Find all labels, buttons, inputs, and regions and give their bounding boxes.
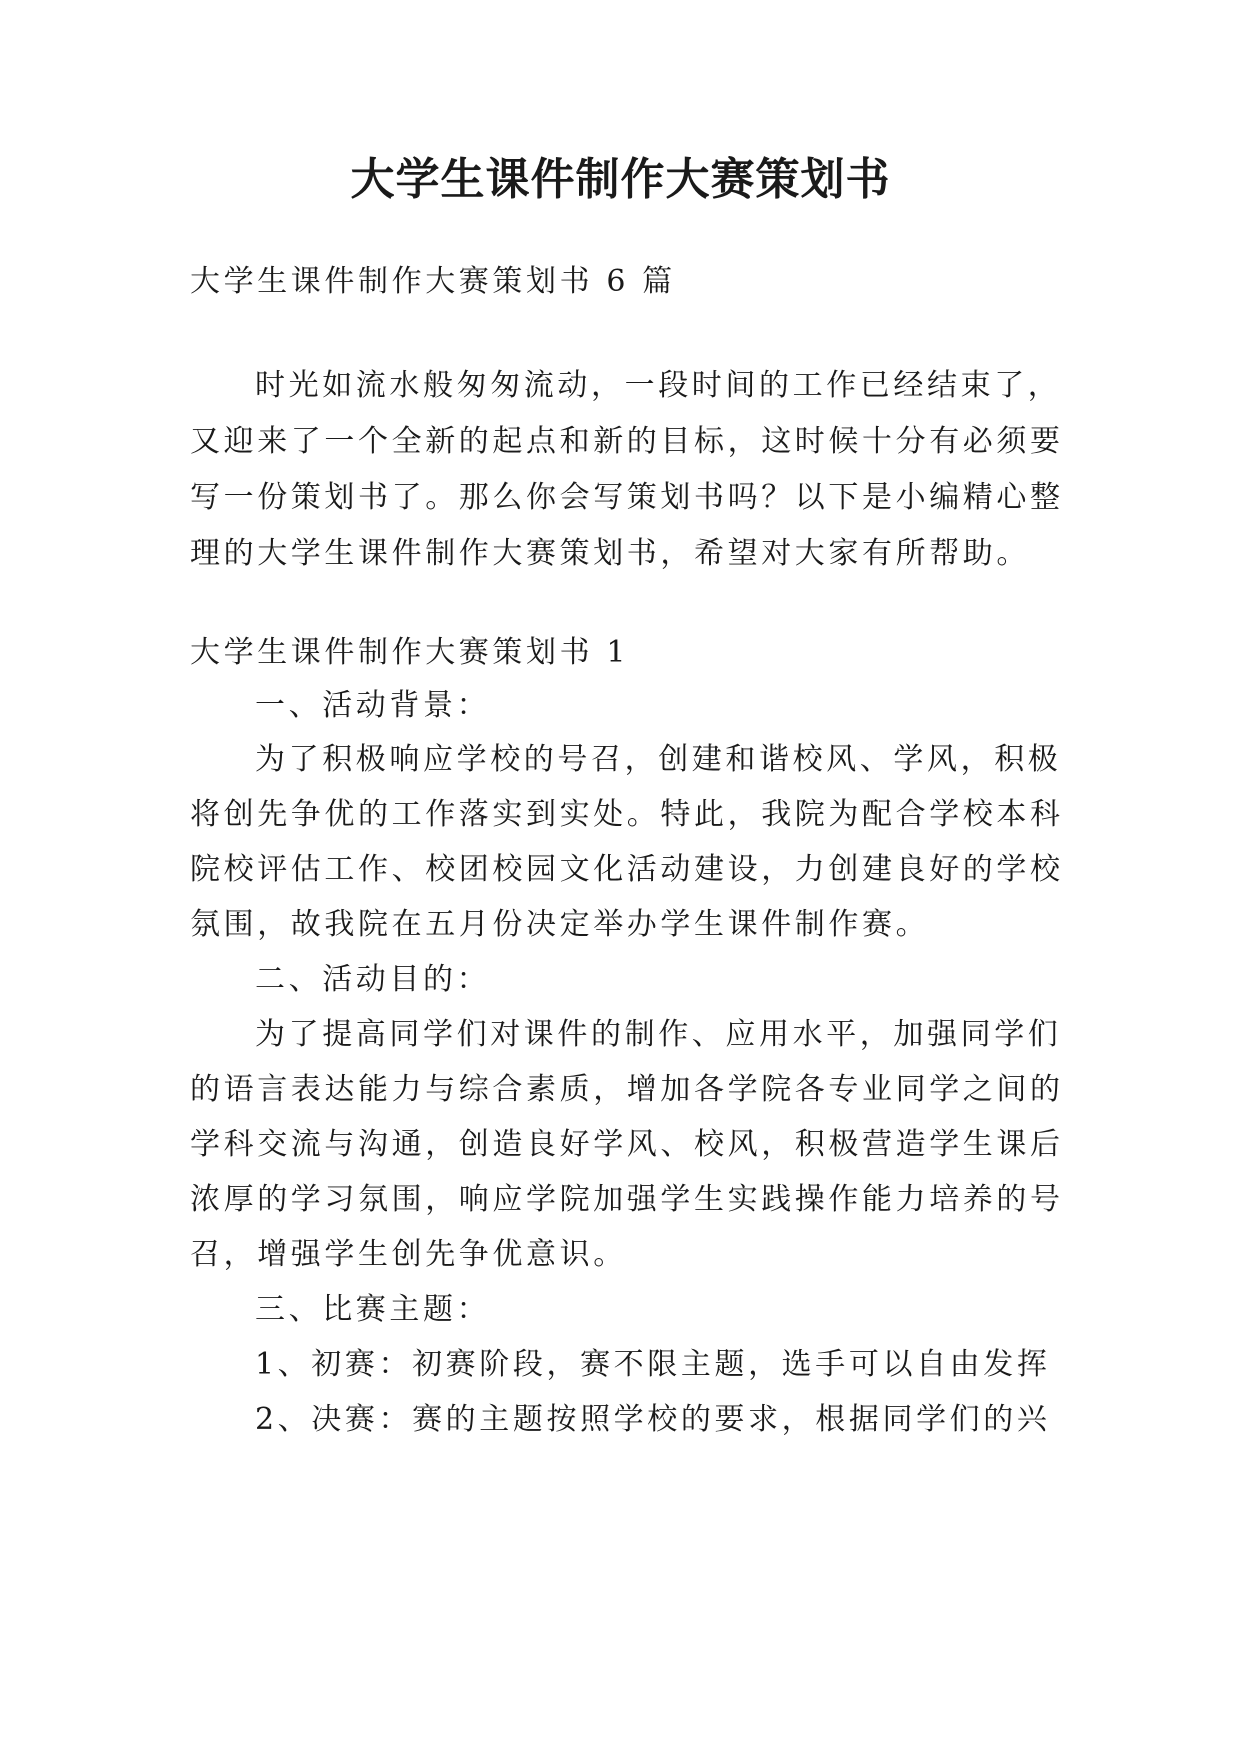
purpose-line-5: 召，增强学生创先争优意识。 (190, 1237, 627, 1272)
intro-line-4: 理的大学生课件制作大赛策划书，希望对大家有所帮助。 (190, 536, 1030, 571)
purpose-line-2: 的语言表达能力与综合素质，增加各学院各专业同学之间的 (190, 1072, 1064, 1107)
section-heading-1: 大学生课件制作大赛策划书 1 (190, 635, 630, 670)
background-line-1: 为了积极响应学校的号召，创建和谐校风、学风，积极 (255, 742, 1062, 777)
theme-item-1: 1、初赛：初赛阶段，赛不限主题，选手可以自由发挥 (255, 1347, 1051, 1382)
document-title: 大学生课件制作大赛策划书 (350, 154, 891, 205)
theme-item-2: 2、决赛：赛的主题按照学校的要求，根据同学们的兴 (255, 1402, 1051, 1437)
heading-purpose: 二、活动目的： (255, 962, 491, 997)
background-line-4: 氛围，故我院在五月份决定举办学生课件制作赛。 (190, 907, 930, 942)
subtitle-line: 大学生课件制作大赛策划书 6 篇 (190, 264, 676, 299)
intro-line-2: 又迎来了一个全新的起点和新的目标，这时候十分有必须要 (190, 424, 1064, 459)
background-line-3: 院校评估工作、校团校园文化活动建设，力创建良好的学校 (190, 852, 1064, 887)
background-line-2: 将创先争优的工作落实到实处。特此，我院为配合学校本科 (190, 797, 1064, 832)
heading-background: 一、活动背景： (255, 688, 491, 723)
intro-line-1: 时光如流水般匆匆流动，一段时间的工作已经结束了， (255, 368, 1062, 403)
intro-line-3: 写一份策划书了。那么你会写策划书吗？以下是小编精心整 (190, 480, 1064, 515)
purpose-line-4: 浓厚的学习氛围，响应学院加强学生实践操作能力培养的号 (190, 1182, 1064, 1217)
purpose-line-1: 为了提高同学们对课件的制作、应用水平，加强同学们 (255, 1017, 1062, 1052)
heading-theme: 三、比赛主题： (255, 1292, 491, 1327)
purpose-line-3: 学科交流与沟通，创造良好学风、校风，积极营造学生课后 (190, 1127, 1064, 1162)
